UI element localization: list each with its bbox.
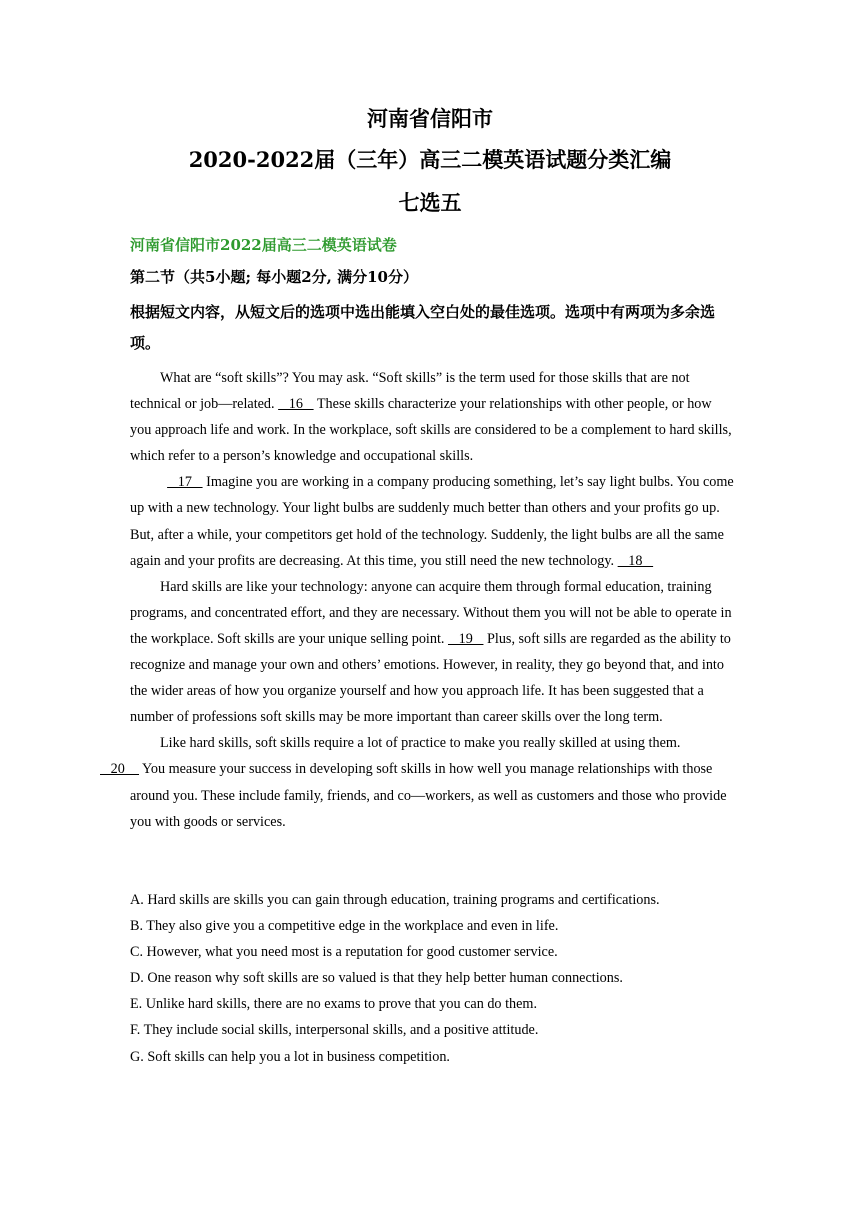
paragraph-text: These skills characterize your relationships with other people, or how you approach life and work. In the workplace, soft skills are considered to be a complement to hard skills, which refer to a person’s knowledge and occupational skills. [130, 396, 732, 465]
instruction-text: 根据短文内容，从短文后的选项中选出能填入空白处的最佳选项。选项中有两项为多余选项。 [130, 303, 716, 352]
passage [100, 365, 735, 835]
section-heading: 第二节（共5小题; 每小题2分, 满分10分） [130, 268, 418, 286]
paragraph-text: Imagine you are working in a company producing something, let’s say light bulbs. You come up with a new technology. Your light bulbs are suddenly much better than others and your profits go up. But, after a while, your competitors get hold of the technology. Suddenly, the light bulbs are all the same again and your profits are decreasing. At this time, you still need the new technology. [130, 474, 734, 569]
option-a: A. Hard skills are skills you can gain through education, training programs and certifications. [130, 892, 660, 908]
blank-20: 20 [100, 761, 140, 778]
option-c: C. However, what you need most is a reputation for good customer service. [130, 944, 558, 961]
paragraph-4 [100, 730, 735, 834]
blank-16: 16 [278, 396, 314, 413]
paragraph-text: Hard skills are like your technology: anyone can acquire them through formal education, training programs, and concentrated effort, and they are necessary. Without them you will not be able to operate in the workplace. Soft skills are your unique selling point. [130, 578, 732, 647]
paragraph-3 [130, 574, 735, 731]
header-region: 河南省信阳市 [367, 106, 493, 131]
paragraph-text: You measure your success in developing soft skills in how well you manage relationships with those around you. These include family, friends, and co—workers, as well as customers and those who provide you with goods or services. [130, 761, 727, 830]
header-collection-title: 2020-2022届（三年）高三二模英语试题分类汇编 [188, 147, 672, 172]
option-f: F. They include social skills, interpersonal skills, and a positive attitude. [130, 1022, 539, 1039]
header-question-type: 七选五 [398, 190, 462, 215]
paragraph-text: Like hard skills, soft skills require a lot of practice to make you really skilled at using them. [160, 735, 681, 752]
answer-options [130, 887, 735, 1070]
paragraph-1 [130, 365, 735, 469]
blank-18: 18 [617, 552, 654, 569]
option-g: G. Soft skills can help you a lot in business competition. [130, 1048, 450, 1065]
option-d: D. One reason why soft skills are so valued is that they help better human connections. [130, 970, 623, 987]
blank-19: 19 [447, 630, 484, 647]
blank-17: 17 [167, 474, 203, 491]
paragraph-text: What are “soft skills”? You may ask. “Soft skills” is the term used for those skills that are not technical or job—related. [130, 370, 690, 413]
option-b: B. They also give you a competitive edge in the workplace and even in life. [130, 918, 559, 935]
exam-source: 河南省信阳市2022届高三二模英语试卷 [130, 236, 397, 254]
paragraph-text: Plus, soft sills are regarded as the ability to recognize and manage your own and others’ emotions. However, in reality, they go beyond that, and into the wider areas of how you organize yourself and how you approach life. It has been suggested that a number of professions soft skills may be more important than career skills over the long term. [130, 630, 731, 726]
paragraph-2 [130, 469, 735, 573]
option-e: E. Unlike hard skills, there are no exams to prove that you can do them. [130, 996, 537, 1013]
